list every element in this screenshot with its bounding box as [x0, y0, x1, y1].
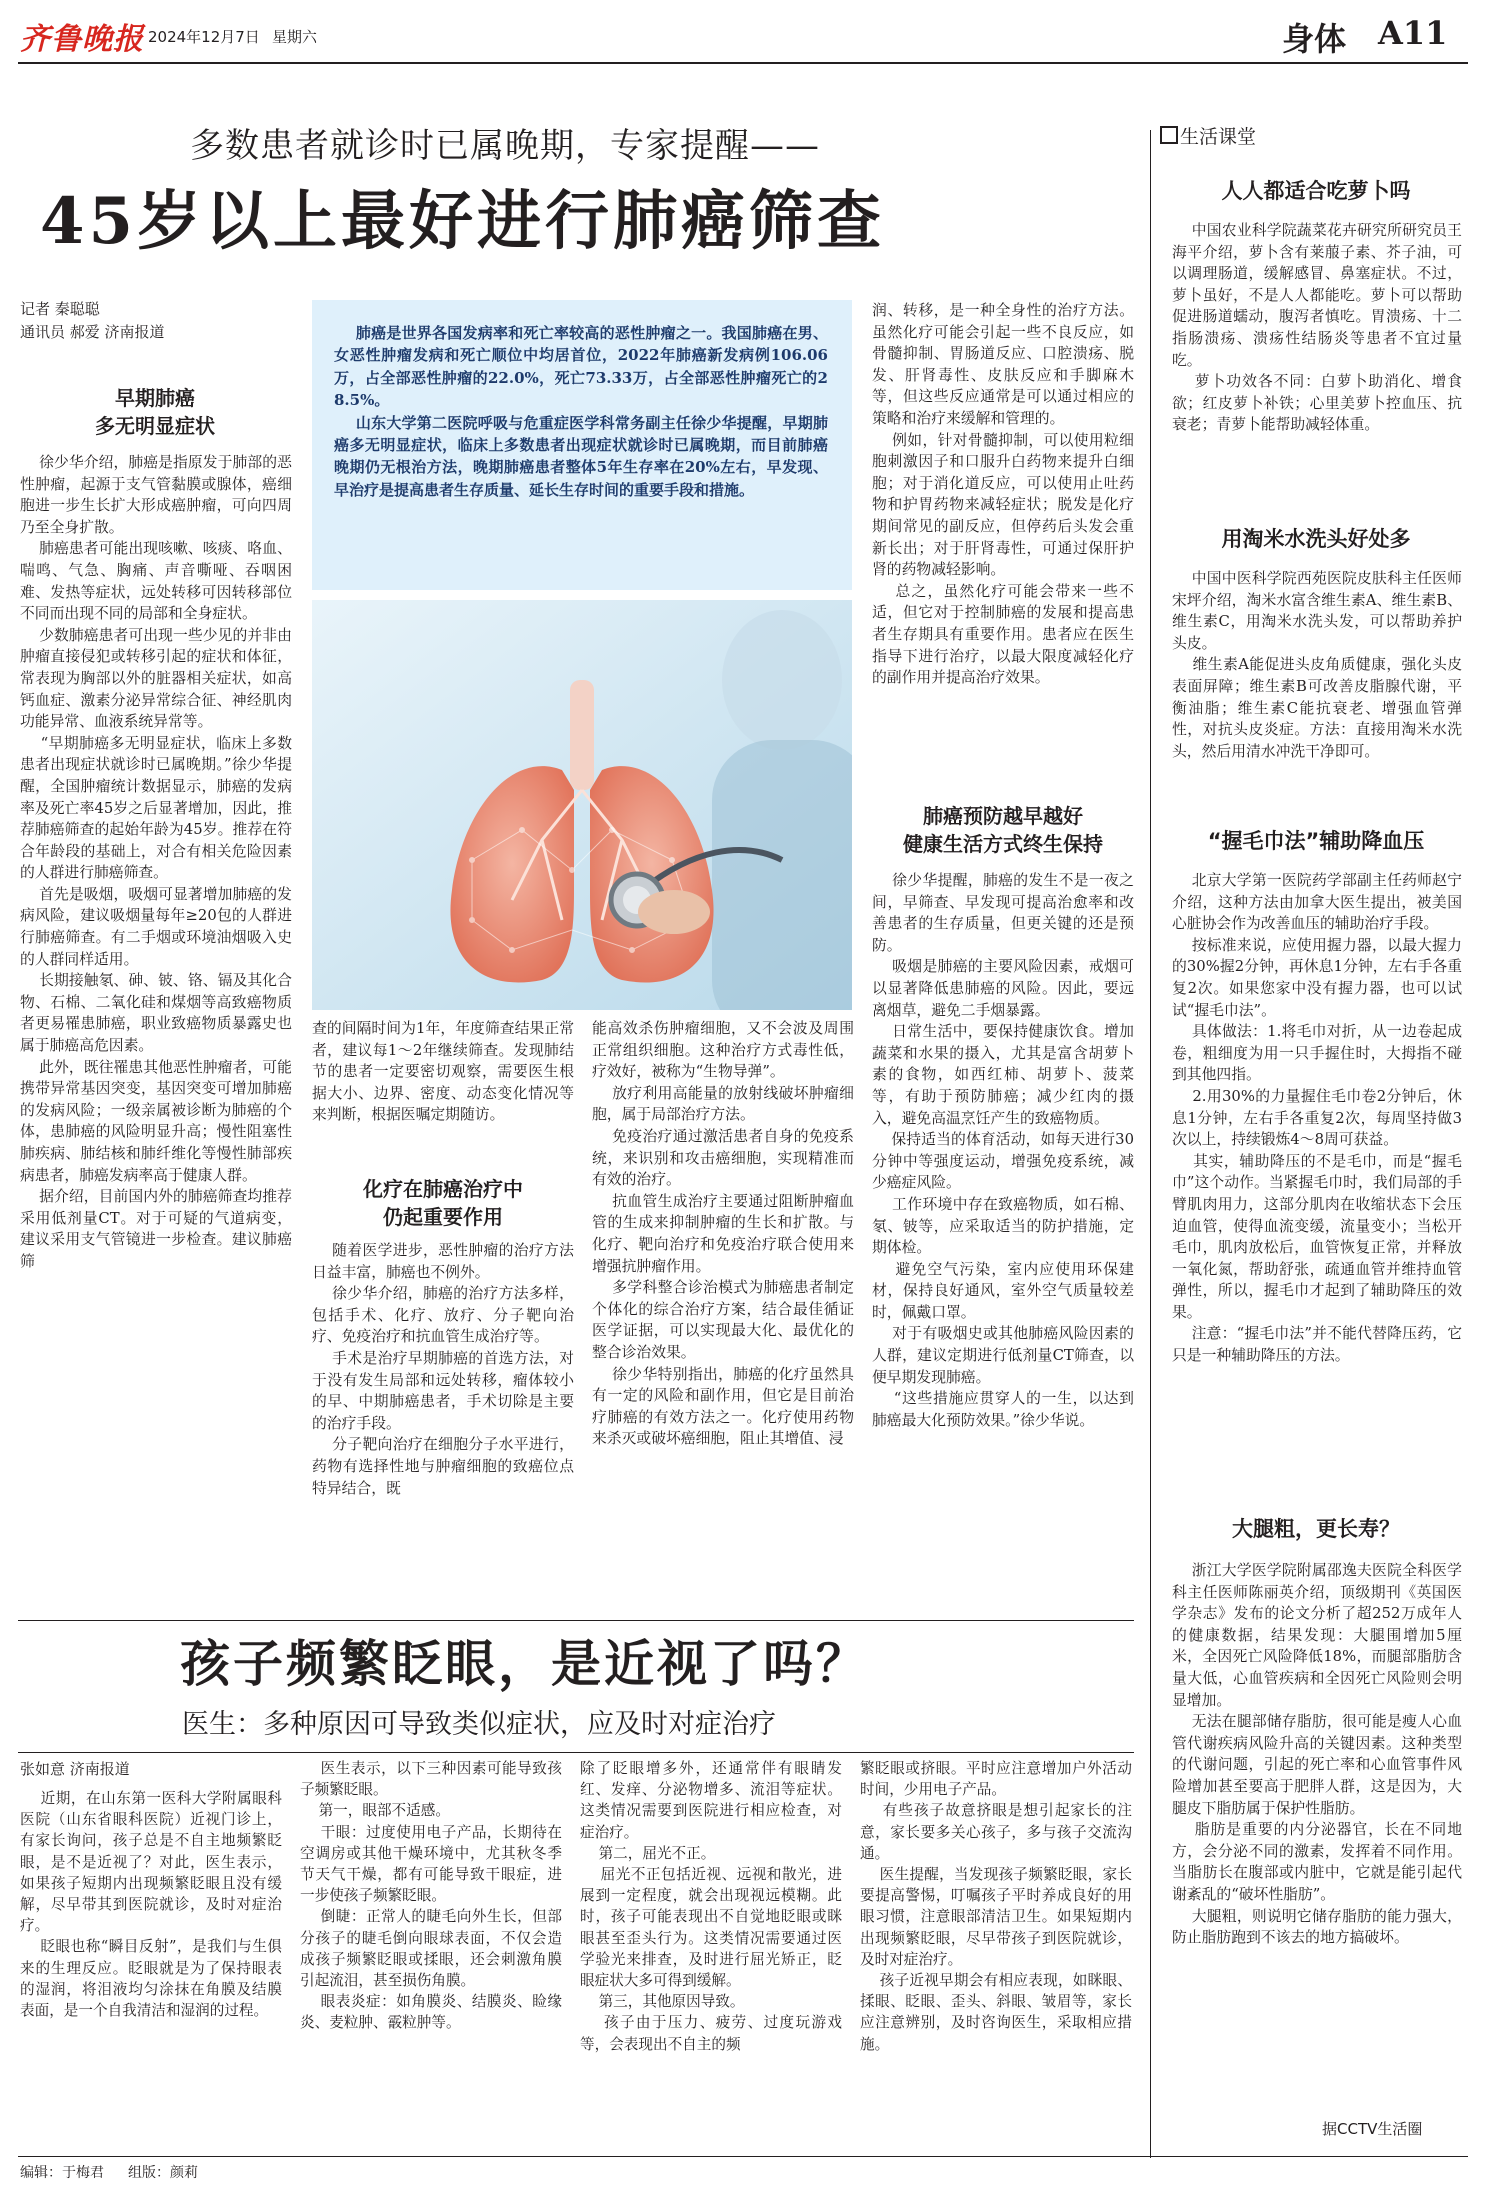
- article1-subhead-chemo: 化疗在肺癌治疗中 仍起重要作用: [363, 1177, 523, 1229]
- footer-rule: [18, 2156, 1468, 2157]
- article1-headline: 45岁以上最好进行肺癌筛查: [40, 184, 886, 259]
- sidebar-header: [1160, 122, 1256, 149]
- sidebar-item-body-3: 浙江大学医学院附属邵逸夫医院全科医学科主任医师陈丽英介绍，顶级期刊《英国医学杂志》发布的论文分析了超252万成年人的健康数据，结果发现：大腿围增加5厘米，全因死亡风险降低18%，而腿部脂肪含量大低，心血管疾病和全因死亡风险则会明显增加。 无法在腿部储存脂肪，很可能是瘦人心血管代谢疾病风险升高的关键因素。这种类型的代谢问题，引起的死亡率和心血管事件风险增加甚至要高于肥胖人群，这是因为，大腿皮下脂肪属于保护性脂肪。 脂肪是重要的内分泌器官，长在不同地方，会分泌不同的激素，发挥着不同作用。当脂肪长在腹部或内脏中，它就是能引起代谢紊乱的“破坏性脂肪”。 大腿粗，则说明它储存脂肪的能力强大，防止脂肪跑到不该去的地方搞破坏。: [1172, 1562, 1462, 1947]
- article-separator: [18, 1620, 1134, 1621]
- sidebar-column-name: 生活课堂: [1180, 126, 1257, 148]
- issue-weekday: 星期六: [272, 28, 318, 46]
- section-name: 身体: [1282, 20, 1347, 58]
- article2-column-3: 除了眨眼增多外，还通常伴有眼睛发红、发痒、分泌物增多、流泪等症状。这类情况需要到医院进行相应检查，对症治疗。 第二，屈光不正。 屈光不正包括近视、远视和散光，进展到一定程度，就会出现视远模糊。此时，孩子可能表现出不自觉地眨眼或眯眼甚至歪头行为。这类情况需要通过医学验光来排查，及时进行屈光矫正，眨眼症状大多可得到缓解。 第三，其他原因导致。 孩子由于压力、疲劳、过度玩游戏等，会表现出不自主的频: [580, 1760, 842, 2053]
- sidebar-item-title-2: “握毛巾法”辅助降血压: [1207, 829, 1425, 853]
- article1-lead: 肺癌是世界各国发病率和死亡率较高的恶性肿瘤之一。我国肺癌在男、女恶性肿瘤发病和死亡顺位中均居首位，2022年肺癌新发病例106.06万，占全部恶性肿瘤的22.0%，死亡73.33万，占全部恶性肿瘤死亡的28.5%。 山东大学第二医院呼吸与危重症医学科常务副主任徐少华提醒，早期肺癌多无明显症状，临床上多数患者出现症状就诊时已属晚期，而目前肺癌晚期仍无根治方法，晚期肺癌患者整体5年生存率在20%左右，早发现、早治疗是提高患者生存质量、延长生存时间的重要手段和措施。: [334, 324, 828, 499]
- article1-column-2b: 随着医学进步，恶性肿瘤的治疗方法日益丰富，肺癌也不例外。 徐少华介绍，肺癌的治疗方法多样，包括手术、化疗、放疗、分子靶向治疗、免疫治疗和抗血管生成治疗等。 手术是治疗早期肺癌的首选方法，对于没有发生局部和远处转移，瘤体较小的早、中期肺癌患者，手术切除是主要的治疗手段。 分子靶向治疗在细胞分子水平进行，药物有选择性地与肿瘤细胞的致癌位点特异结合，既: [312, 1242, 574, 1497]
- article1-column-3: 能高效杀伤肿瘤细胞，又不会波及周围正常组织细胞。这种治疗方式毒性低，疗效好，被称为“生物导弹”。 放疗利用高能量的放射线破坏肿瘤细胞，属于局部治疗方法。 免疫治疗通过激活患者自身的免疫系统，来识别和攻击癌细胞，实现精准而有效的治疗。 抗血管生成治疗主要通过阻断肿瘤血管的生成来抑制肿瘤的生长和扩散。与化疗、靶向治疗和免疫治疗联合使用来增强抗肿瘤作用。 多学科整合诊治模式为肺癌患者制定个体化的综合治疗方案，结合最佳循证医学证据，可以实现最大化、最优化的整合诊治效果。 徐少华特别指出，肺癌的化疗虽然具有一定的风险和副作用，但它是目前治疗肺癌的有效方法之一。化疗使用药物来杀灭或破坏癌细胞，阻止其增值、浸: [592, 1020, 854, 1448]
- article1-lead-box: [312, 300, 852, 590]
- paper-logo: 齐鲁晚报: [20, 22, 144, 57]
- article1-subhead-prevention: 肺癌预防越早越好 健康生活方式终生保持: [903, 804, 1103, 856]
- article1-column-2: 查的间隔时间为1年，年度筛查结果正常者，建议每1～2年继续筛查。发现肺结节的患者一定要密切观察，需要医生根据大小、边界、密度、动态变化情况等来判断，根据医嘱定期随访。: [312, 1020, 574, 1124]
- sidebar-item-title-0: 人人都适合吃萝卜吗: [1221, 179, 1411, 203]
- sidebar-item-body-2: 北京大学第一医院药学部副主任药师赵宁介绍，这种方法由加拿大医生提出，被美国心脏协会作为改善血压的辅助治疗手段。 按标准来说，应使用握力器，以最大握力的30%握2分钟，再休息1分钟，左右手各重复2次。如果您家中没有握力器，也可以试试“握毛巾法”。 具体做法：1.将毛巾对折，从一边卷起成卷，粗细度为用一只手握住时，大拇指不碰到其他四指。 2.用30%的力量握住毛巾卷2分钟后，休息1分钟，左右手各重复2次，每周坚持做3次以上，持续锻炼4～8周可获益。 其实，辅助降压的不是毛巾，而是“握毛巾”这个动作。当紧握毛巾时，我们局部的手臂肌肉用力，这部分肌肉在收缩状态下会压迫血管，使得血流变缓，流量变小；当松开毛巾，肌肉放松后，血管恢复正常，并释放一氧化氮，帮助舒张，疏通血管并维持血管弹性，所以，握毛巾才起到了辅助降压的效果。 注意：“握毛巾法”并不能代替降压药，它只是一种辅助降压的方法。: [1172, 872, 1462, 1365]
- lungs-icon: [312, 600, 852, 1010]
- masthead: [0, 0, 1488, 70]
- article1-subhead-early: 早期肺癌 多无明显症状: [95, 386, 215, 438]
- page-number: A11: [1378, 14, 1448, 52]
- article2-headline: 孩子频繁眨眼，是近视了吗？: [180, 1634, 869, 1693]
- sidebar-item-body-1: 中国中医科学院西苑医院皮肤科主任医师宋坪介绍，淘米水富含维生素A、维生素B、维生素C，用淘米水洗头发，可以帮助养护头皮。 维生素A能促进头皮角质健康，强化头皮表面屏障；维生素B可改善皮脂腺代谢，平衡油脂；维生素C能抗衰老、增强血管弹性，对抗头皮炎症。方法：直接用淘米水洗头，然后用清水冲洗干净即可。: [1172, 570, 1463, 760]
- article1-byline-reporter: 记者 秦聪聪: [20, 300, 100, 318]
- article2-byline-rule: [18, 1752, 1134, 1753]
- article1-column-4: 润、转移，是一种全身性的治疗方法。虽然化疗可能会引起一些不良反应，如骨髓抑制、胃肠道反应、口腔溃疡、脱发、肝肾毒性、皮肤反应和手脚麻木等，但这些反应通常是可以通过相应的策略和治疗来缓解和管理的。 例如，针对骨髓抑制，可以使用粒细胞刺激因子和口服升白药物来提升白细胞；对于消化道反应，可以使用止吐药物和护胃药物来减轻症状；脱发是化疗期间常见的副反应，但停药后头发会重新长出；对于肝肾毒性，可通过保肝护肾的药物减轻影响。 总之，虽然化疗可能会带来一些不适，但它对于控制肺癌的发展和提高患者生存期具有重要作用。患者应在医生指导下进行治疗，以最大限度减轻化疗的副作用并提高治疗效果。: [872, 302, 1134, 687]
- article1-byline-correspondent: 通讯员 郝爱 济南报道: [20, 323, 165, 341]
- footer-designer: 组版：颜莉: [128, 2165, 198, 2181]
- sidebar-divider: [1150, 130, 1151, 2158]
- article1-kicker: 多数患者就诊时已属晚期，专家提醒——: [190, 126, 820, 166]
- article1-column-4b: 徐少华提醒，肺癌的发生不是一夜之间，早筛查、早发现可提高治愈率和改善患者的生存质量，但更关键的还是预防。 吸烟是肺癌的主要风险因素，戒烟可以显著降低患肺癌的风险。因此，要远离烟草，避免二手烟暴露。 日常生活中，要保持健康饮食。增加蔬菜和水果的摄入，尤其是富含胡萝卜素的食物，如西红柿、胡萝卜、菠菜等，有助于预防肺癌；减少红肉的摄入，避免高温烹饪产生的致癌物质。 保持适当的体育活动，如每天进行30分钟中等强度运动，增强免疫系统，减少癌症风险。 工作环境中存在致癌物质，如石棉、氡、铍等，应采取适当的防护措施，定期体检。 避免空气污染，室内应使用环保建材，保持良好通风，室外空气质量较差时，佩戴口罩。 对于有吸烟史或其他肺癌风险因素的人群，建议定期进行低剂量CT筛查，以便早期发现肺癌。 “这些措施应贯穿人的一生，以达到肺癌最大化预防效果。”徐少华说。: [872, 872, 1134, 1429]
- sidebar-source: 据CCTV生活圈: [1322, 2120, 1423, 2138]
- sidebar-item-body-0: 中国农业科学院蔬菜花卉研究所研究员王海平介绍，萝卜含有莱菔子素、芥子油，可以调理肠道，缓解感冒、鼻塞症状。不过，萝卜虽好，不是人人都能吃。萝卜可以帮助促进肠道蠕动，腹泻者慎吃。胃溃疡、十二指肠溃疡、溃疡性结肠炎等患者不宜过量吃。 萝卜功效各不同：白萝卜助消化、增食欲；红皮萝卜补铁；心里美萝卜控血压、抗衰老；青萝卜能帮助减轻体重。: [1172, 222, 1462, 434]
- article1-column-1: 徐少华介绍，肺癌是指原发于肺部的恶性肿瘤，起源于支气管黏膜或腺体，癌细胞进一步生长扩大形成癌肿瘤，可向四周乃至全身扩散。 肺癌患者可能出现咳嗽、咳痰、咯血、喘鸣、气急、胸痛、声音嘶哑、吞咽困难、发热等症状，远处转移可因转移部位不同而出现不同的局部和全身症状。 少数肺癌患者可出现一些少见的并非由肿瘤直接侵犯或转移引起的症状和体征，常表现为胸部以外的脏器相关症状，如高钙血症、激素分泌异常综合征、神经肌肉功能异常、血液系统异常等。 “早期肺癌多无明显症状，临床上多数患者出现症状就诊时已属晚期。”徐少华提醒，全国肿瘤统计数据显示，肺癌的发病率及死亡率45岁之后显著增加，因此，推荐肺癌筛查的起始年龄为45岁。推荐在符合年龄段的基础上，对合有相关危险因素的人群进行肺癌筛查。 首先是吸烟，吸烟可显著增加肺癌的发病风险，建议吸烟量每年≥20包的人群进行肺癌筛查。有二手烟或环境油烟吸入史的人群同样适用。 长期接触氡、砷、铍、铬、镉及其化合物、石棉、二氧化硅和煤烟等高致癌物质者更易罹患肺癌，职业致癌物质暴露史也属于肺癌高危因素。 此外，既往罹患其他恶性肿瘤者，可能携带异常基因突变，基因突变可增加肺癌的发病风险；一级亲属被诊断为肺癌的个体，患肺癌的风险明显升高；慢性阻塞性肺疾病、肺结核和肺纤维化等慢性肺部疾病患者，肺癌发病率高于健康人群。 据介绍，目前国内外的肺癌筛查均推荐采用低剂量CT。对于可疑的气道病变，建议采用支气管镜进一步检查。建议肺癌筛: [20, 454, 292, 1270]
- lungs-stethoscope-photo: [312, 600, 852, 1010]
- article2-column-2: 医生表示，以下三种因素可能导致孩子频繁眨眼。 第一，眼部不适感。 干眼：过度使用电子产品，长期待在空调房或其他干燥环境中，尤其秋冬季节天气干燥，都有可能导致干眼症，进一步使孩子频繁眨眼。 倒睫：正常人的睫毛向外生长，但部分孩子的睫毛倒向眼球表面，不仅会造成孩子频繁眨眼或揉眼，还会刺激角膜引起流泪，甚至损伤角膜。 眼表炎症：如角膜炎、结膜炎、睑缘炎、麦粒肿、霰粒肿等。: [300, 1760, 562, 2032]
- article2-subhead: 医生：多种原因可导致类似症状，应及时对症治疗: [182, 1709, 776, 1740]
- article2-column-1: 近期，在山东第一医科大学附属眼科医院（山东省眼科医院）近视门诊上，有家长询问，孩子总是不自主地频繁眨眼，是不是近视了？对此，医生表示，如果孩子短期内出现频繁眨眼且没有缓解，尽早带其到医院就诊，及时对症治疗。 眨眼也称“瞬目反射”，是我们与生俱来的生理反应。眨眼就是为了保持眼表的湿润，将泪液均匀涂抹在角膜及结膜表面，是一个自我清洁和湿润的过程。: [20, 1790, 282, 2020]
- sidebar-item-title-3: 大腿粗，更长寿？: [1232, 1517, 1400, 1541]
- column-box-icon: [1160, 126, 1178, 144]
- article2-column-4: 繁眨眼或挤眼。平时应注意增加户外活动时间，少用电子产品。 有些孩子故意挤眼是想引起家长的注意，家长要多关心孩子，多与孩子交流沟通。 医生提醒，当发现孩子频繁眨眼，家长要提高警惕，叮嘱孩子平时养成良好的用眼习惯，注意眼部清洁卫生。如果短期内出现频繁眨眼，尽早带孩子到医院就诊，及时对症治疗。 孩子近视早期会有相应表现，如眯眼、揉眼、眨眼、歪头、斜眼、皱眉等，家长应注意辨别，及时咨询医生，采取相应措施。: [860, 1760, 1132, 2053]
- article2-byline: 张如意 济南报道: [20, 1760, 130, 1778]
- masthead-rule: [18, 62, 1468, 64]
- sidebar-item-title-1: 用淘米水洗头好处多: [1221, 527, 1411, 551]
- footer-editor: 编辑：于梅君: [20, 2165, 104, 2181]
- issue-date: 2024年12月7日: [148, 28, 260, 46]
